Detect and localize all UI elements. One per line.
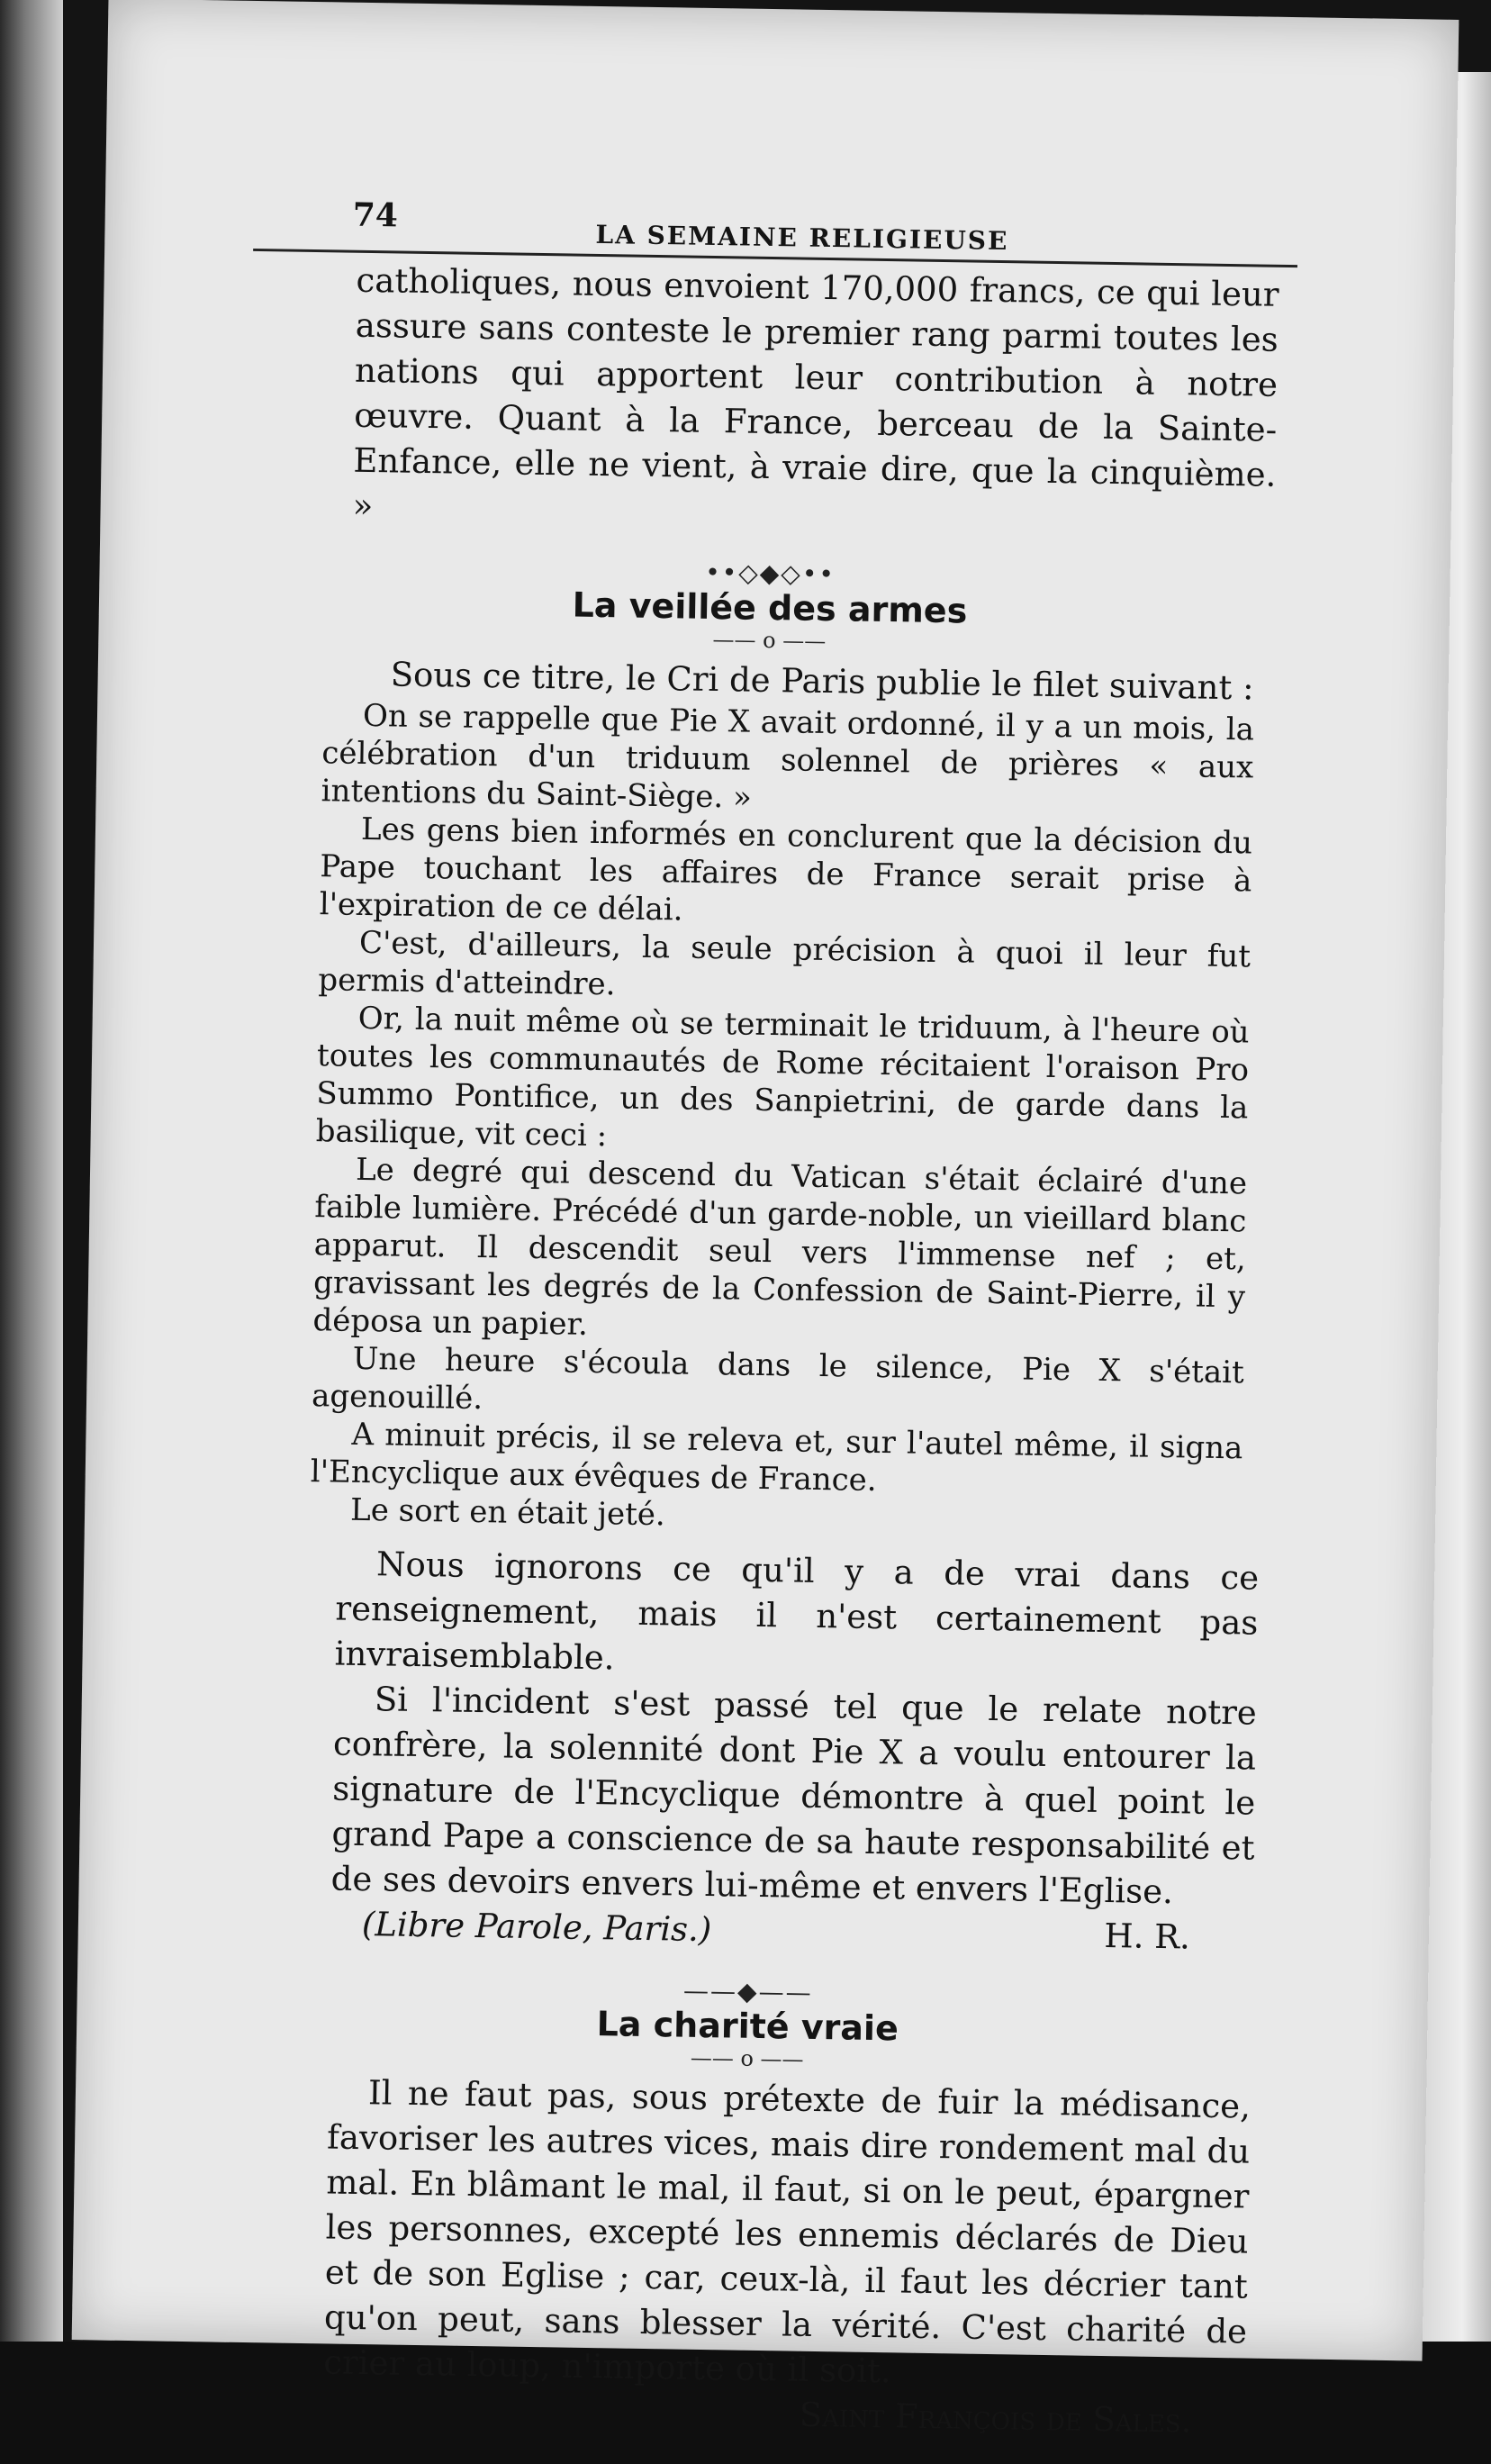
section-ornament: ••◇◆◇•• (704, 557, 836, 590)
commentary-paragraph: Si l'incident s'est passé tel que le relate notre confrère, la solennité dont Pie X a voulu entourer la signature de l'Encyclique démontre à quel point le grand Pape a conscience de sa haute responsabilité et de ses devoirs envers lui-même et envers l'Eglise. (330, 1680, 1258, 1912)
quote-paragraph: Le sort en était jeté. (349, 1491, 666, 1534)
section-rule: —— o —— (712, 627, 827, 654)
quote-paragraph: Or, la nuit même où se terminait le triduum, à l'heure où toutes les communautés de Rome récitaient l'oraison Pro Summo Pontifice, un des Sanpietrini, de garde dans la basilique, vit ceci : (315, 1000, 1250, 1155)
document-page (72, 0, 1459, 2441)
quoted-article (310, 696, 1254, 1543)
section-title-charite: La charité vraie (596, 2004, 899, 2049)
commentary-paragraph: Nous ignorons ce qu'il y a de vrai dans ce renseignement, mais il n'est certainement pas invraisemblable. (334, 1545, 1260, 1678)
scan-left-edge (0, 0, 63, 2360)
quote-paragraph: C'est, d'ailleurs, la seule précision à quoi il leur fut permis d'atteindre. (318, 924, 1252, 1003)
section-ornament: ——◆—— (682, 1975, 813, 2007)
quote-paragraph: Le degré qui descend du Vatican s'était éclairé d'une faible lumière. Précédé d'un garde-noble, un vieillard blanc apparut. Il descendit seul vers l'immense nef ; et, gravissant les degrés de la Confession de Saint-Pierre, il y déposa un papier. (312, 1151, 1248, 1343)
quote-paragraph: Une heure s'écoula dans le silence, Pie X s'était agenouillé. (311, 1340, 1245, 1418)
opening-paragraph: catholiques, nous envoient 170,000 francs, ce qui leur assure sans conteste le premier rang parmi toutes les nations qui apportent leur contribution à notre œuvre. Quant à la France, berceau de la Sainte-Enfance, elle ne vient, à vraie dire, que la cinquième. » (352, 260, 1279, 526)
section-intro: Sous ce titre, le Cri de Paris publie le filet suivant : (390, 655, 1254, 708)
quote-paragraph: On se rappelle que Pie X avait ordonné, il y a un mois, la célébration d'un triduum solennel de prières « aux intentions du Saint-Siège. » (321, 697, 1255, 816)
section-rule: —— o —— (690, 2044, 804, 2072)
section-title-veillee: La veillée des armes (572, 584, 968, 631)
charite-paragraph: Il ne faut pas, sous prétexte de fuir la médisance, favoriser les autres vices, mais dire rondement mal du mal. En blâmant le mal, il faut, si on le peut, épargner les personnes, excepté les ennemis déclarés de Dieu et de son Eglise ; car, ceux-là, il faut les décrier tant qu'on peut, sans blesser la vérité. C'est charité de crier au loup, n'importe où il soit. (322, 2073, 1252, 2391)
quote-paragraph: Les gens bien informés en conclurent que la décision du Pape touchant les affaires de France serait prise à l'expiration de ce délai. (319, 811, 1253, 929)
author-signature: Saint François de Sales. (799, 2395, 1192, 2441)
source-citation: (Libre Parole, Paris.) (361, 1905, 712, 1950)
signature-initials: H. R. (1104, 1916, 1191, 1957)
page-header (253, 195, 1298, 267)
running-title: LA SEMAINE RELIGIEUSE (595, 219, 1009, 257)
quote-paragraph: A minuit précis, il se releva et, sur l'autel même, il signa l'Encyclique aux évêques de France. (310, 1416, 1243, 1499)
page-content (219, 195, 1298, 2445)
page-number: 74 (352, 195, 399, 235)
